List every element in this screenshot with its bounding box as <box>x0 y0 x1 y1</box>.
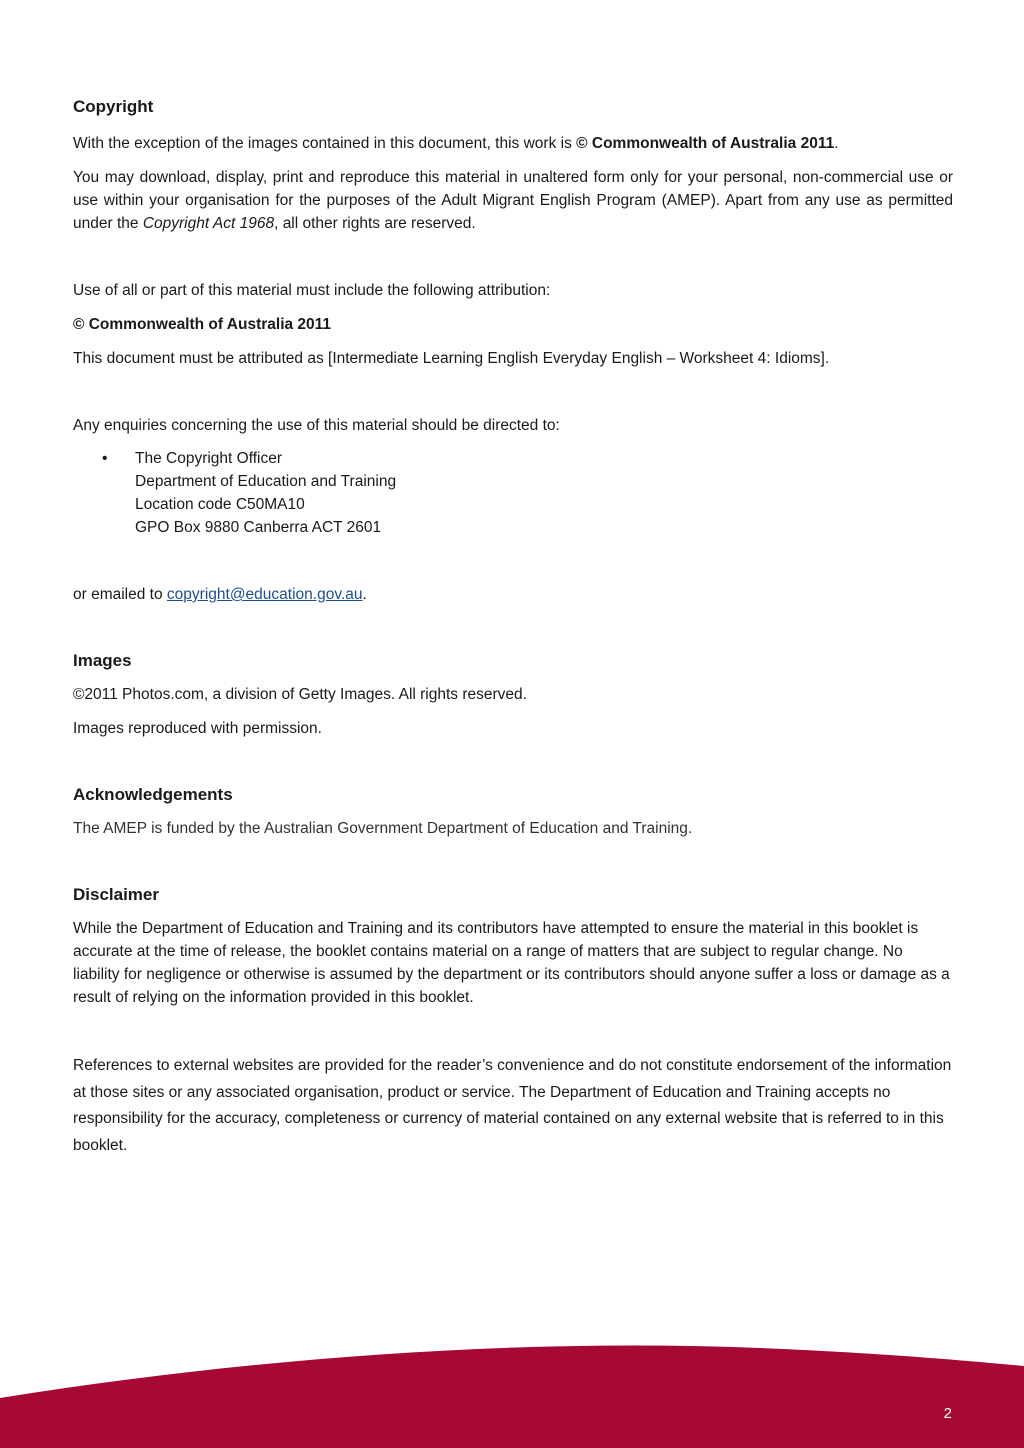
copyright-intro-end: . <box>834 135 839 152</box>
email-link[interactable]: copyright@education.gov.au <box>166 586 363 603</box>
images-credit: ©2011 Photos.com, a division of Getty Images. All rights reserved. <box>73 686 527 703</box>
references-text: References to external websites are provided for the reader’s convenience and do not constitute endorsement of the information at those sites or any associated organisation, product or service. The Department of Education and Training accepts no responsibility for the accuracy, completeness or currency of material contained on any external website that is referred to in this booklet. <box>73 1057 952 1154</box>
copyright-usage-text: You may download, display, print and reproduce this material in unaltered form only for your personal, non-commercial use or use within your organisation for the purposes of the Adult Migrant English Program (AMEP). Apart from any use as permitted under the <box>73 169 953 232</box>
document-body <box>73 96 953 1159</box>
images-heading: Images <box>73 651 132 670</box>
copyright-intro-text: With the exception of the images contained in this document, this work is <box>73 135 577 152</box>
address-line: GPO Box 9880 Canberra ACT 2601 <box>135 519 382 536</box>
copyright-intro-bold: © Commonwealth of Australia 2011 <box>576 135 835 152</box>
references-block <box>73 1053 953 1159</box>
email-prefix: or emailed to <box>73 586 167 603</box>
copyright-usage-end: , all other rights are reserved. <box>274 215 476 232</box>
disclaimer-heading: Disclaimer <box>73 885 159 904</box>
page-number: 2 <box>943 1405 952 1422</box>
address-line: The Copyright Officer <box>135 450 283 467</box>
address-list-item <box>73 447 953 539</box>
copyright-heading: Copyright <box>73 97 154 116</box>
bullet-icon: • <box>102 450 108 467</box>
disclaimer-text: While the Department of Education and Training and its contributors have attempted to ensure the material in this booklet is accurate at the time of release, the booklet contains material on a range of matters that are subject to regular change. No liability for negligence or otherwise is assumed by the department or its contributors should anyone suffer a loss or damage as a result of relying on the information provided in this booklet. <box>73 920 950 1006</box>
email-line <box>73 583 953 606</box>
enquiries-text: Any enquiries concerning the use of this material should be directed to: <box>73 417 560 434</box>
copyright-intro <box>73 132 953 155</box>
copyright-act-title: Copyright Act 1968 <box>142 215 275 232</box>
acknowledgements-text: The AMEP is funded by the Australian Government Department of Education and Training. <box>73 820 693 837</box>
footer-wave-shape <box>0 1345 1024 1448</box>
footer-band <box>0 1338 1024 1448</box>
email-suffix: . <box>362 586 367 603</box>
copyright-usage <box>73 166 953 235</box>
acknowledgements-heading: Acknowledgements <box>73 785 233 804</box>
attribution-document: This document must be attributed as [Intermediate Learning English Everyday English – Worksheet 4: Idioms]. <box>73 350 830 367</box>
attribution-intro: Use of all or part of this material must include the following attribution: <box>73 282 551 299</box>
address-line: Location code C50MA10 <box>135 496 305 513</box>
images-permission: Images reproduced with permission. <box>73 720 322 737</box>
attribution-bold-text: © Commonwealth of Australia 2011 <box>73 316 332 333</box>
attribution-bold <box>73 313 953 336</box>
address-line: Department of Education and Training <box>135 473 397 490</box>
